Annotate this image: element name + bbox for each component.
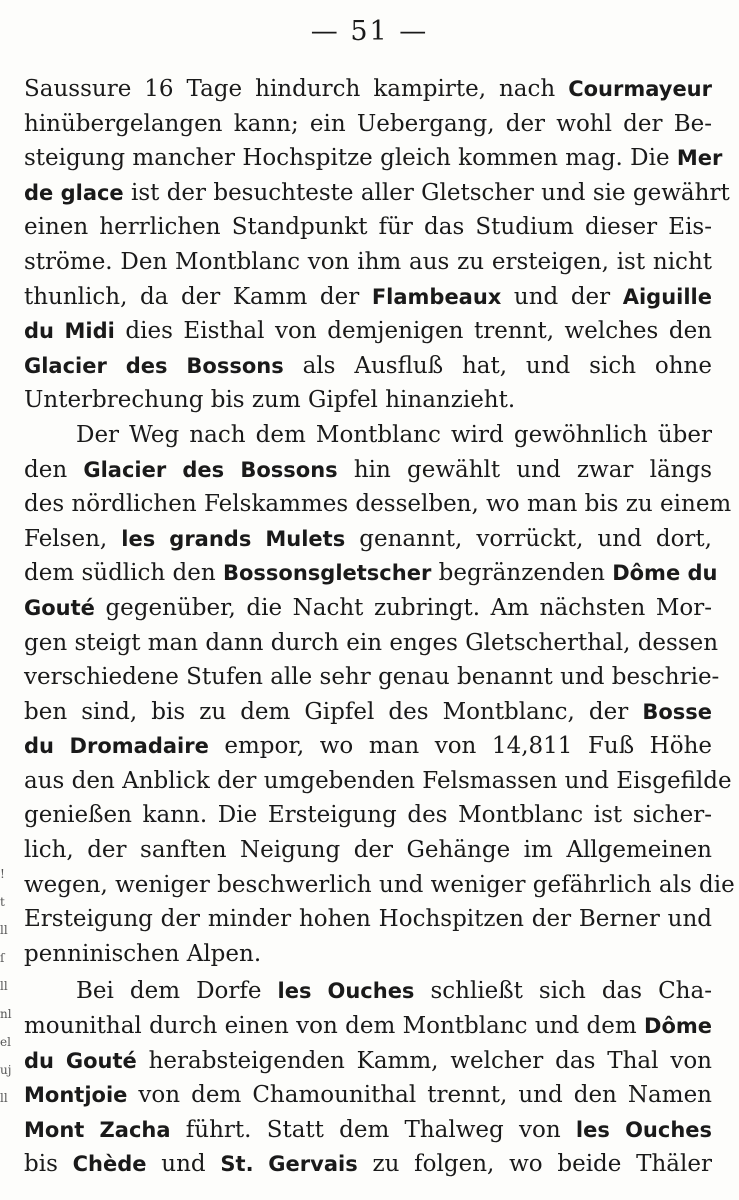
text-run: gegenüber, die Nacht zubringt. Am nächsten Mor-	[94, 594, 712, 621]
margin-marks: ! t ll ſ ll nl el uj ll	[0, 867, 12, 1105]
text-line	[24, 383, 712, 418]
text-line	[24, 522, 712, 557]
text-run: von dem Chamounithal trennt, und den Namen	[127, 1082, 712, 1109]
text-run: Unterbrechung bis zum Gipfel hinanzieht.	[24, 387, 516, 414]
text-run: bis	[24, 1151, 73, 1178]
text-run: aus den Anblick der umgebenden Felsmassen und Eisgefilde	[24, 767, 732, 794]
emphasized-term: Glacier des Bossons	[24, 353, 284, 378]
text-run: den	[24, 456, 84, 483]
text-line	[24, 974, 712, 1009]
text-run: als Ausfluß hat, und sich ohne	[283, 352, 712, 379]
text-run: ben sind, bis zu dem Gipfel des Montblanc, der	[24, 698, 643, 725]
text-line	[24, 487, 732, 522]
text-run: verschiedene Stufen alle sehr genau benannt und beschrie-	[24, 664, 720, 691]
emphasized-term: les Ouches	[575, 1117, 713, 1142]
text-line	[24, 902, 712, 937]
text-run: lich, der sanften Neigung der Gehänge im Allgemeinen	[24, 837, 712, 864]
text-line	[24, 107, 712, 142]
text-run: ist der besuchteste aller Gletscher und sie gewährt	[123, 179, 730, 206]
text-line	[24, 937, 712, 972]
text-run: empor, wo man von 14,811 Fuß Höhe	[208, 733, 713, 760]
body-text	[24, 72, 735, 1182]
text-line	[24, 729, 712, 764]
text-run: ströme. Den Montblanc von ihm aus zu ersteigen, ist nicht	[24, 248, 712, 275]
text-line	[24, 833, 712, 868]
text-line	[24, 72, 712, 107]
text-line	[24, 868, 735, 903]
emphasized-term: du Gouté	[24, 1048, 137, 1073]
text-run: dies Eisthal von demjenigen trennt, welches den	[114, 318, 712, 345]
emphasized-term: du Dromadaire	[24, 734, 209, 759]
emphasized-term: de glace	[24, 180, 124, 205]
emphasized-term: Flambeaux	[371, 284, 502, 309]
text-run: genannt, vorrückt, und dort,	[345, 525, 712, 552]
emphasized-term: Aiguille	[622, 284, 712, 309]
emphasized-term: Glacier des Bossons	[83, 457, 338, 482]
text-line	[24, 1009, 712, 1044]
text-line	[24, 210, 712, 245]
text-run: des nördlichen Felskammes desselben, wo man bis zu einem	[24, 491, 732, 518]
text-run: hin gewählt und zwar längs	[337, 456, 712, 483]
text-run: Felsen,	[24, 525, 122, 552]
text-run: genießen kann. Die Ersteigung des Montblanc ist sicher-	[24, 802, 712, 829]
text-run: begränzenden	[431, 560, 613, 587]
text-run: herabsteigenden Kamm, welcher das Thal von	[136, 1047, 712, 1074]
text-line	[24, 1147, 712, 1182]
text-run: führt. Statt dem Thalweg von	[170, 1116, 576, 1143]
text-line	[24, 764, 732, 799]
emphasized-term: Bosse	[642, 699, 712, 724]
emphasized-term: Chède	[72, 1152, 147, 1177]
text-line	[24, 1078, 712, 1113]
text-run: mounithal durch einen von dem Montblanc und dem	[24, 1013, 645, 1040]
text-run: gen steigt man dann durch ein enges Gletscherthal, dessen	[24, 629, 719, 656]
text-run: und der	[501, 283, 623, 310]
text-line	[24, 314, 712, 349]
text-line	[24, 280, 712, 315]
text-run: wegen, weniger beschwerlich und weniger gefährlich als die	[24, 871, 735, 898]
emphasized-term: Bossonsgletscher	[222, 561, 432, 586]
text-run: hinübergelangen kann; ein Uebergang, der wohl der Be-	[24, 110, 712, 137]
text-line	[24, 660, 720, 695]
text-line	[24, 141, 723, 176]
emphasized-term: Mer	[676, 146, 723, 171]
emphasized-term: Dôme	[644, 1014, 712, 1039]
text-run: Saussure 16 Tage hindurch kampirte, nach	[24, 76, 569, 102]
emphasized-term: Mont Zacha	[24, 1117, 171, 1142]
text-line	[24, 1044, 712, 1079]
text-run: dem südlich den	[24, 560, 223, 587]
text-run: einen herrlichen Standpunkt für das Studium dieser Eis-	[24, 214, 712, 241]
text-line	[24, 695, 712, 730]
emphasized-term: les Ouches	[277, 979, 415, 1004]
text-line	[24, 176, 730, 211]
emphasized-term: St. Gervais	[220, 1152, 358, 1177]
text-run: Der Weg nach dem Montblanc wird gewöhnlich über	[76, 421, 712, 448]
text-line	[24, 591, 712, 626]
text-run: zu folgen, wo beide Thäler	[357, 1151, 712, 1178]
text-line	[24, 626, 719, 661]
text-run: steigung mancher Hochspitze gleich kommen mag. Die	[24, 145, 677, 172]
text-line	[24, 418, 712, 453]
text-line	[24, 798, 712, 833]
text-run: penninischen Alpen.	[24, 940, 262, 967]
emphasized-term: les grands Mulets	[121, 526, 346, 551]
text-line	[24, 453, 712, 488]
text-run: schließt sich das Cha-	[414, 978, 712, 1005]
text-line	[24, 349, 712, 384]
text-line	[24, 245, 712, 280]
emphasized-term: du Midi	[24, 319, 115, 344]
emphasized-term: Dôme du	[612, 561, 718, 586]
emphasized-term: Montjoie	[24, 1083, 128, 1108]
text-run: und	[146, 1151, 221, 1178]
text-run: thunlich, da der Kamm der	[24, 283, 372, 310]
emphasized-term: Gouté	[24, 595, 95, 620]
page-number: — 51 —	[310, 16, 429, 47]
text-line	[24, 556, 718, 591]
text-run: Ersteigung der minder hohen Hochspitzen der Berner und	[24, 906, 712, 933]
emphasized-term: Courmayeur	[568, 77, 712, 101]
text-run: Bei dem Dorfe	[76, 978, 278, 1005]
text-line	[24, 1113, 712, 1148]
